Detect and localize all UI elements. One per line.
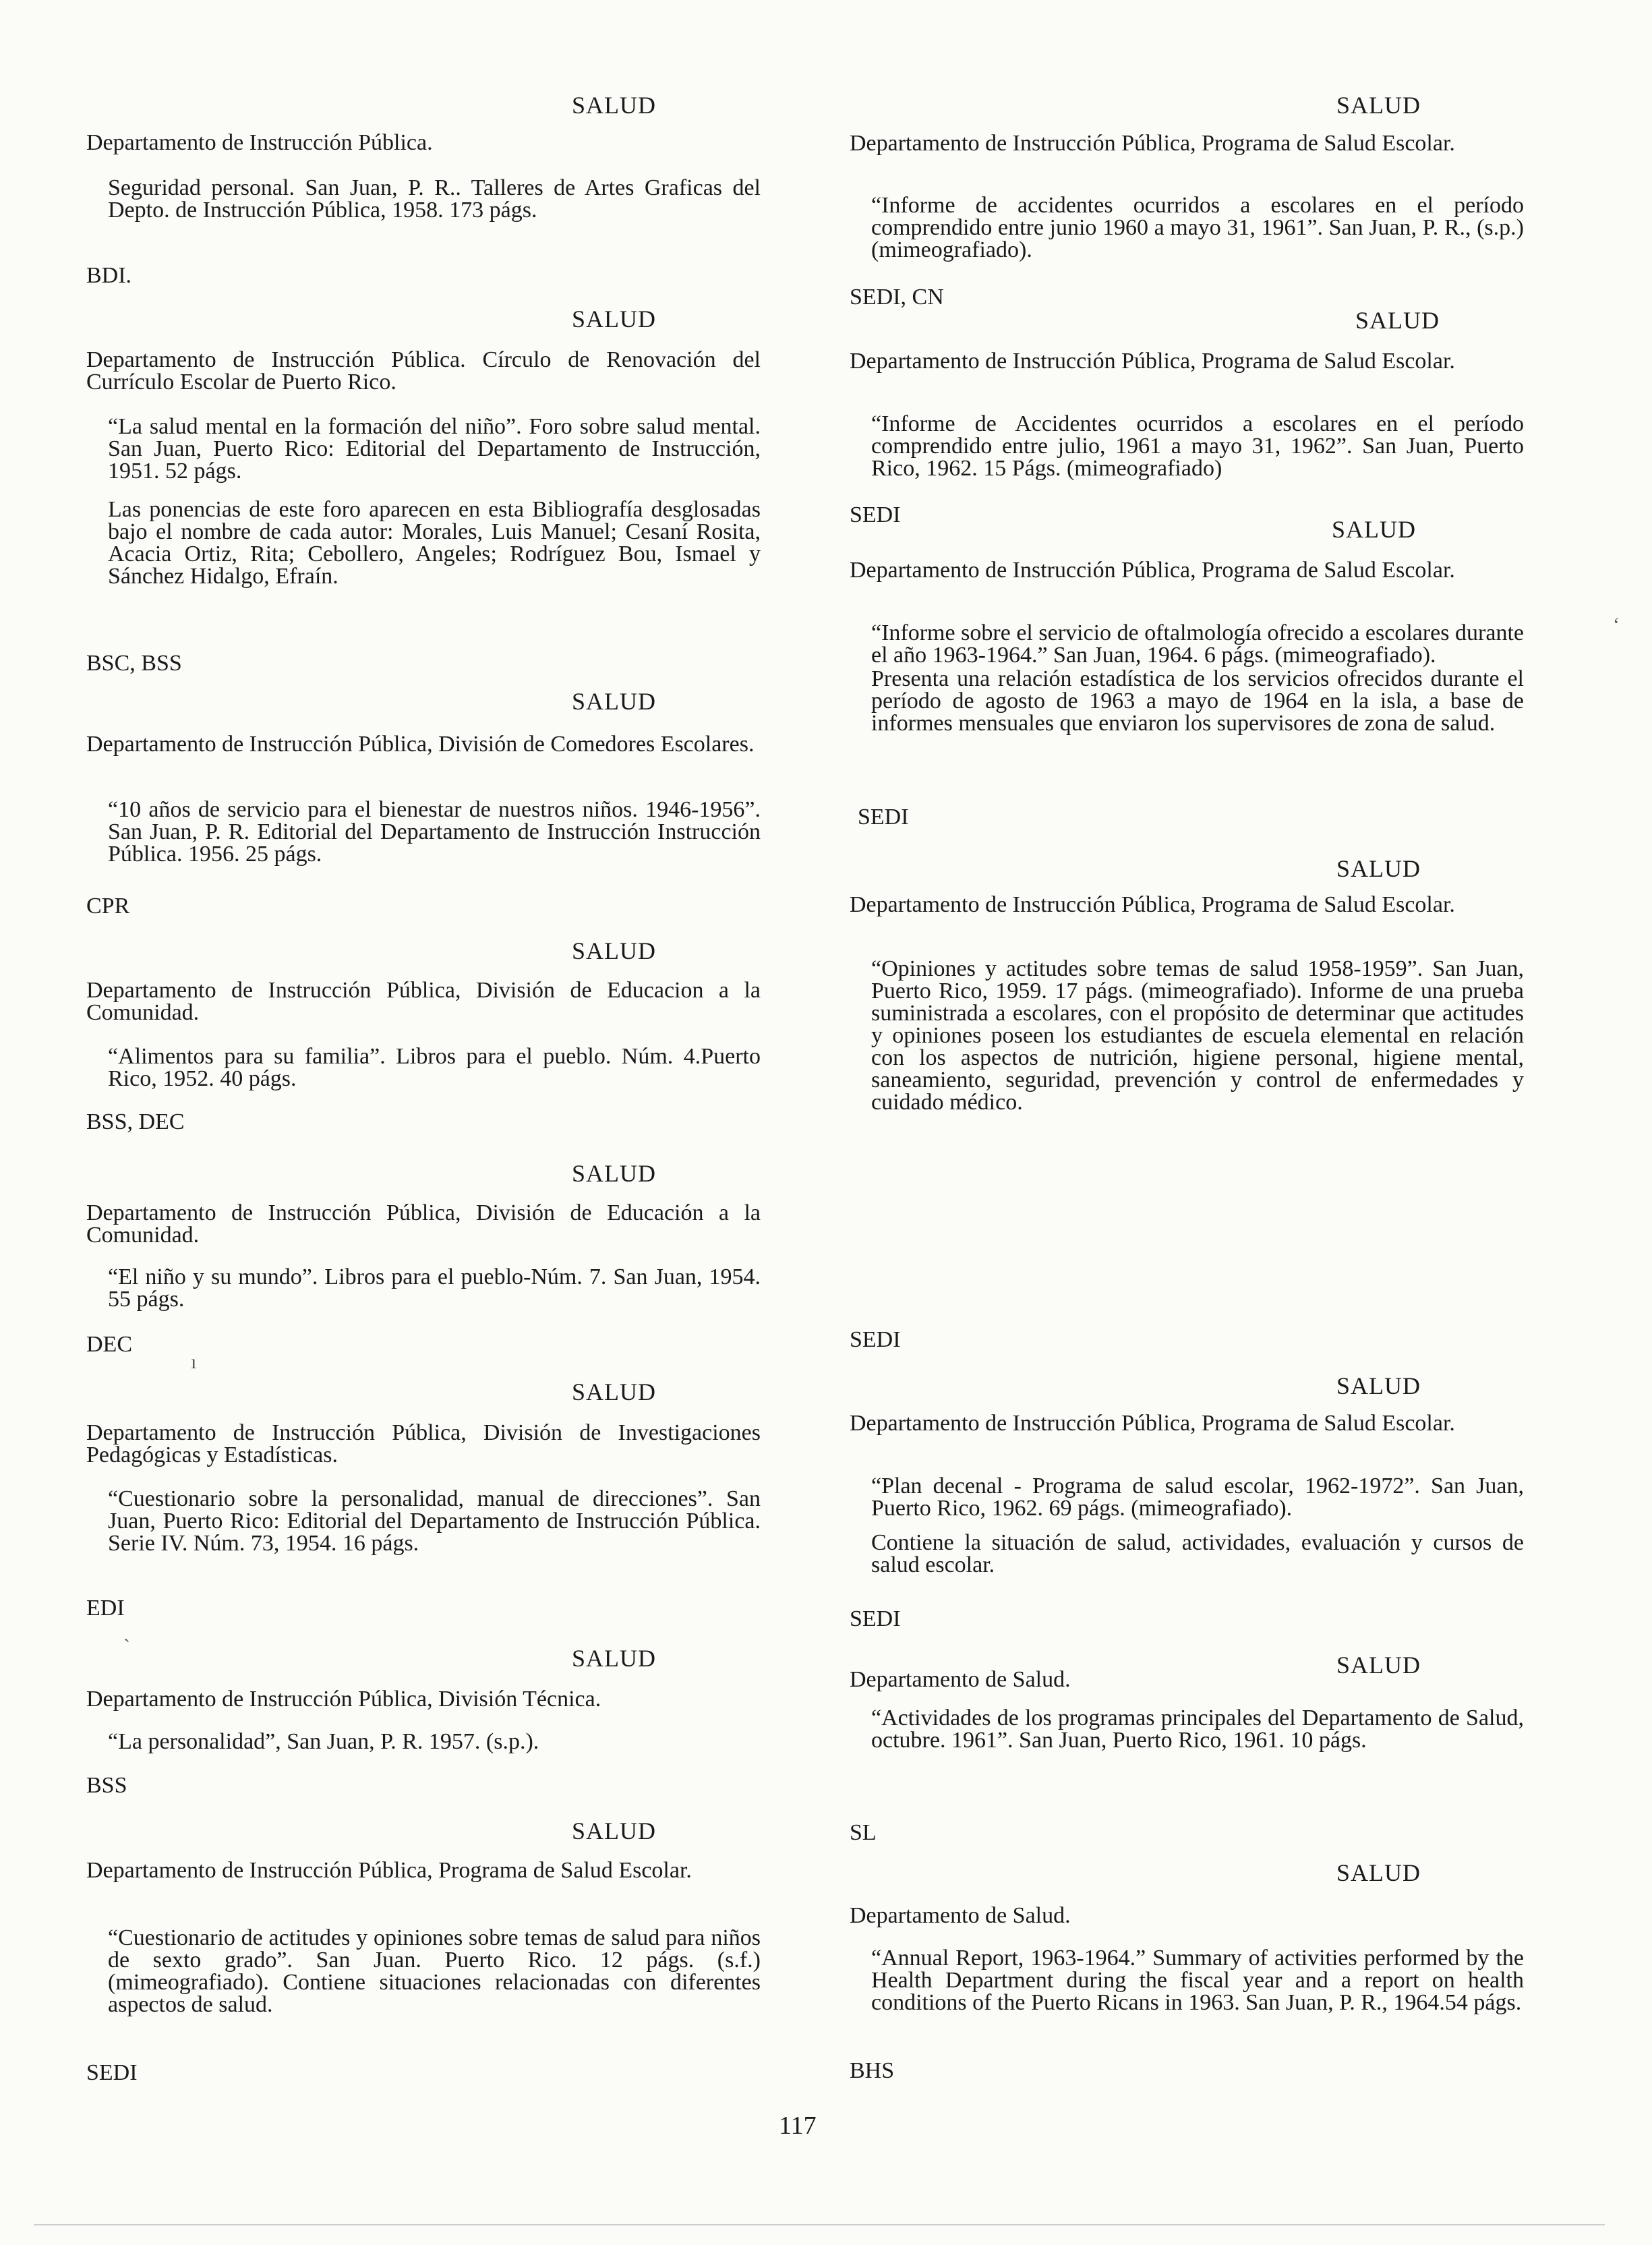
entry-body	[108, 1045, 761, 1090]
entry-body	[108, 415, 761, 587]
entry-body	[871, 1707, 1524, 1751]
entry-heading: SALUD	[572, 1817, 657, 1844]
entry-citation: “Plan decenal - Programa de salud escolar, 1962-1972”. San Juan, Puerto Rico, 1962. 69 págs. (mimeografiado).	[871, 1474, 1524, 1521]
entry-body	[108, 177, 761, 221]
library-code: BDI.	[86, 263, 132, 288]
entry-citation: “Informe de accidentes ocurridos a escolares en el período comprendido entre junio 1960 a mayo 31, 1961”. San Juan, P. R., (s.p.) (mimeografiado).	[871, 193, 1524, 262]
library-code: SEDI, CN	[850, 285, 944, 310]
entry-citation: “La salud mental en la formación del niño”. Foro sobre salud mental. San Juan, Puerto Rico: Editorial del Departamento de Instrucción, 1951. 52 págs.	[108, 414, 761, 484]
entry-body	[108, 1730, 761, 1753]
library-code: BSC, BSS	[86, 651, 182, 676]
entry-author: Departamento de Instrucción Pública. Círculo de Renovación del Currículo Escolar de Puerto Rico.	[86, 347, 761, 395]
entry-citation: “La personalidad”, San Juan, P. R. 1957. (s.p.).	[108, 1729, 539, 1754]
entry-citation: “Alimentos para su familia”. Libros para el pueblo. Núm. 4.Puerto Rico, 1952. 40 págs.	[108, 1044, 761, 1091]
library-code: SL	[850, 1820, 877, 1845]
entry-author: Departamento de Instrucción Pública, Programa de Salud Escolar.	[850, 131, 1455, 156]
entry-body	[108, 1488, 761, 1554]
entry-author: Departamento de Instrucción Pública, División de Educación a la Comunidad.	[86, 1200, 761, 1248]
entry-heading: SALUD	[572, 1645, 657, 1672]
entry-citation: “El niño y su mundo”. Libros para el pueblo-Núm. 7. San Juan, 1954. 55 págs.	[108, 1264, 761, 1312]
entry-citation: “Actividades de los programas principales del Departamento de Salud, octubre. 1961”. San Juan, Puerto Rico, 1961. 10 págs.	[871, 1705, 1524, 1753]
library-code: EDI	[86, 1596, 125, 1621]
entry-author: Departamento de Instrucción Pública, División de Investigaciones Pedagógicas y Estadísticas.	[86, 1420, 761, 1467]
entry-heading: SALUD	[1332, 516, 1417, 543]
entry-author: Departamento de Instrucción Pública, Programa de Salud Escolar.	[850, 1411, 1455, 1436]
entry-citation: “Opiniones y actitudes sobre temas de salud 1958-1959”. San Juan, Puerto Rico, 1959. 17 págs. (mimeografiado). Informe de una prueba suministrada a escolares, con el propósito de determinar que actitudes y opiniones poseen los estudiantes de escuela elemental en relación con los aspectos de nutrición, higiene personal, higiene mental, saneamiento, seguridad, prevención y control de enfermedades y cuidado médico.	[871, 956, 1524, 1115]
library-code: BHS	[850, 2058, 895, 2083]
page-bottom-edge	[34, 2224, 1605, 2225]
page-number: 117	[779, 2111, 817, 2140]
entry-heading: SALUD	[1355, 307, 1440, 334]
scan-speck: ‘	[1613, 614, 1620, 636]
entry-heading: SALUD	[572, 937, 657, 964]
entry-heading: SALUD	[572, 1160, 657, 1187]
entry-citation: “Cuestionario de actitudes y opiniones sobre temas de salud para niños de sexto grado”. San Juan. Puerto Rico. 12 págs. (s.f.) (mimeografiado). Contiene situaciones relacionadas con diferentes aspectos de salud.	[108, 1925, 761, 2017]
entry-citation: “Informe sobre el servicio de oftalmología ofrecido a escolares durante el año 1963-1964.” San Juan, 1964. 6 págs. (mimeografiado).	[871, 620, 1524, 668]
entry-author: Departamento de Instrucción Pública, Programa de Salud Escolar.	[850, 349, 1455, 374]
entry-author: Departamento de Instrucción Pública, División Técnica.	[86, 1687, 601, 1712]
entry-body	[108, 1266, 761, 1310]
library-code: SEDI	[86, 2060, 138, 2085]
entry-heading: SALUD	[572, 688, 657, 715]
entry-heading: SALUD	[1336, 1372, 1421, 1399]
entry-heading: SALUD	[572, 92, 657, 119]
entry-author: Departamento de Instrucción Pública, Programa de Salud Escolar.	[86, 1858, 692, 1883]
entry-author: Departamento de Instrucción Pública, Programa de Salud Escolar.	[850, 558, 1455, 583]
library-code: SEDI	[858, 805, 909, 829]
entry-annotation: Presenta una relación estadística de los servicios ofrecidos durante el período de agosto de 1963 a mayo de 1964 en la isla, a base de informes mensuales que enviaron los supervisores de zona de salud.	[871, 666, 1524, 736]
library-code: SEDI	[850, 1606, 901, 1631]
entry-citation: “10 años de servicio para el bienestar de nuestros niños. 1946-1956”. San Juan, P. R. Editorial del Departamento de Instrucción Instrucción Pública. 1956. 25 págs.	[108, 797, 761, 867]
entry-body	[871, 622, 1524, 734]
entry-heading: SALUD	[1336, 1652, 1421, 1679]
entry-heading: SALUD	[1336, 1859, 1421, 1886]
entry-body	[871, 413, 1524, 479]
library-code: CPR	[86, 894, 130, 919]
library-code: DEC	[86, 1332, 132, 1357]
library-code: BSS, DEC	[86, 1109, 185, 1134]
entry-heading: SALUD	[1336, 92, 1421, 119]
entry-citation: “Informe de Accidentes ocurridos a escolares en el período comprendido entre julio, 1961 a mayo 31, 1962”. San Juan, Puerto Rico, 1962. 15 Págs. (mimeografiado)	[871, 411, 1524, 481]
entry-author: Departamento de Instrucción Pública, Programa de Salud Escolar.	[850, 892, 1455, 917]
entry-body	[871, 1475, 1524, 1576]
entry-author: Departamento de Instrucción Pública.	[86, 130, 433, 155]
entry-citation: Seguridad personal. San Juan, P. R.. Talleres de Artes Graficas del Depto. de Instrucción Pública, 1958. 173 págs.	[108, 175, 761, 223]
entry-annotation: Contiene la situación de salud, actividades, evaluación y cursos de salud escolar.	[871, 1530, 1524, 1577]
library-code: SEDI	[850, 502, 901, 527]
entry-body	[871, 194, 1524, 261]
entry-body	[108, 798, 761, 865]
entry-body	[108, 1927, 761, 2016]
entry-author: Departamento de Instrucción Pública, División de Educacion a la Comunidad.	[86, 978, 761, 1025]
library-code: BSS	[86, 1773, 127, 1798]
entry-heading: SALUD	[572, 305, 657, 332]
entry-author: Departamento de Salud.	[850, 1903, 1071, 1928]
entry-heading: SALUD	[1336, 855, 1421, 882]
entry-body	[871, 958, 1524, 1113]
entry-citation: “Annual Report, 1963-1964.” Summary of activities performed by the Health Department during the fiscal year and a report on health conditions of the Puerto Ricans in 1963. San Juan, P. R., 1964.54 págs.	[871, 1946, 1524, 2015]
entry-author: Departamento de Salud.	[850, 1667, 1071, 1692]
library-code: SEDI	[850, 1327, 901, 1352]
entry-citation: “Cuestionario sobre la personalidad, manual de direcciones”. San Juan, Puerto Rico: Editorial del Departamento de Instrucción Pública. Serie IV. Núm. 73, 1954. 16 págs.	[108, 1486, 761, 1556]
entry-heading: SALUD	[572, 1378, 657, 1405]
scan-speck: `	[123, 1635, 130, 1658]
scan-speck: ı	[191, 1351, 197, 1373]
entry-annotation: Las ponencias de este foro aparecen en esta Bibliografía desglosadas bajo el nombre de cada autor: Morales, Luis Manuel; Cesaní Rosita, Acacia Ortiz, Rita; Cebollero, Angeles; Rodríguez Bou, Ismael y Sánchez Hidalgo, Efraín.	[108, 497, 761, 589]
entry-body	[871, 1947, 1524, 2014]
entry-author: Departamento de Instrucción Pública, División de Comedores Escolares.	[86, 732, 755, 757]
